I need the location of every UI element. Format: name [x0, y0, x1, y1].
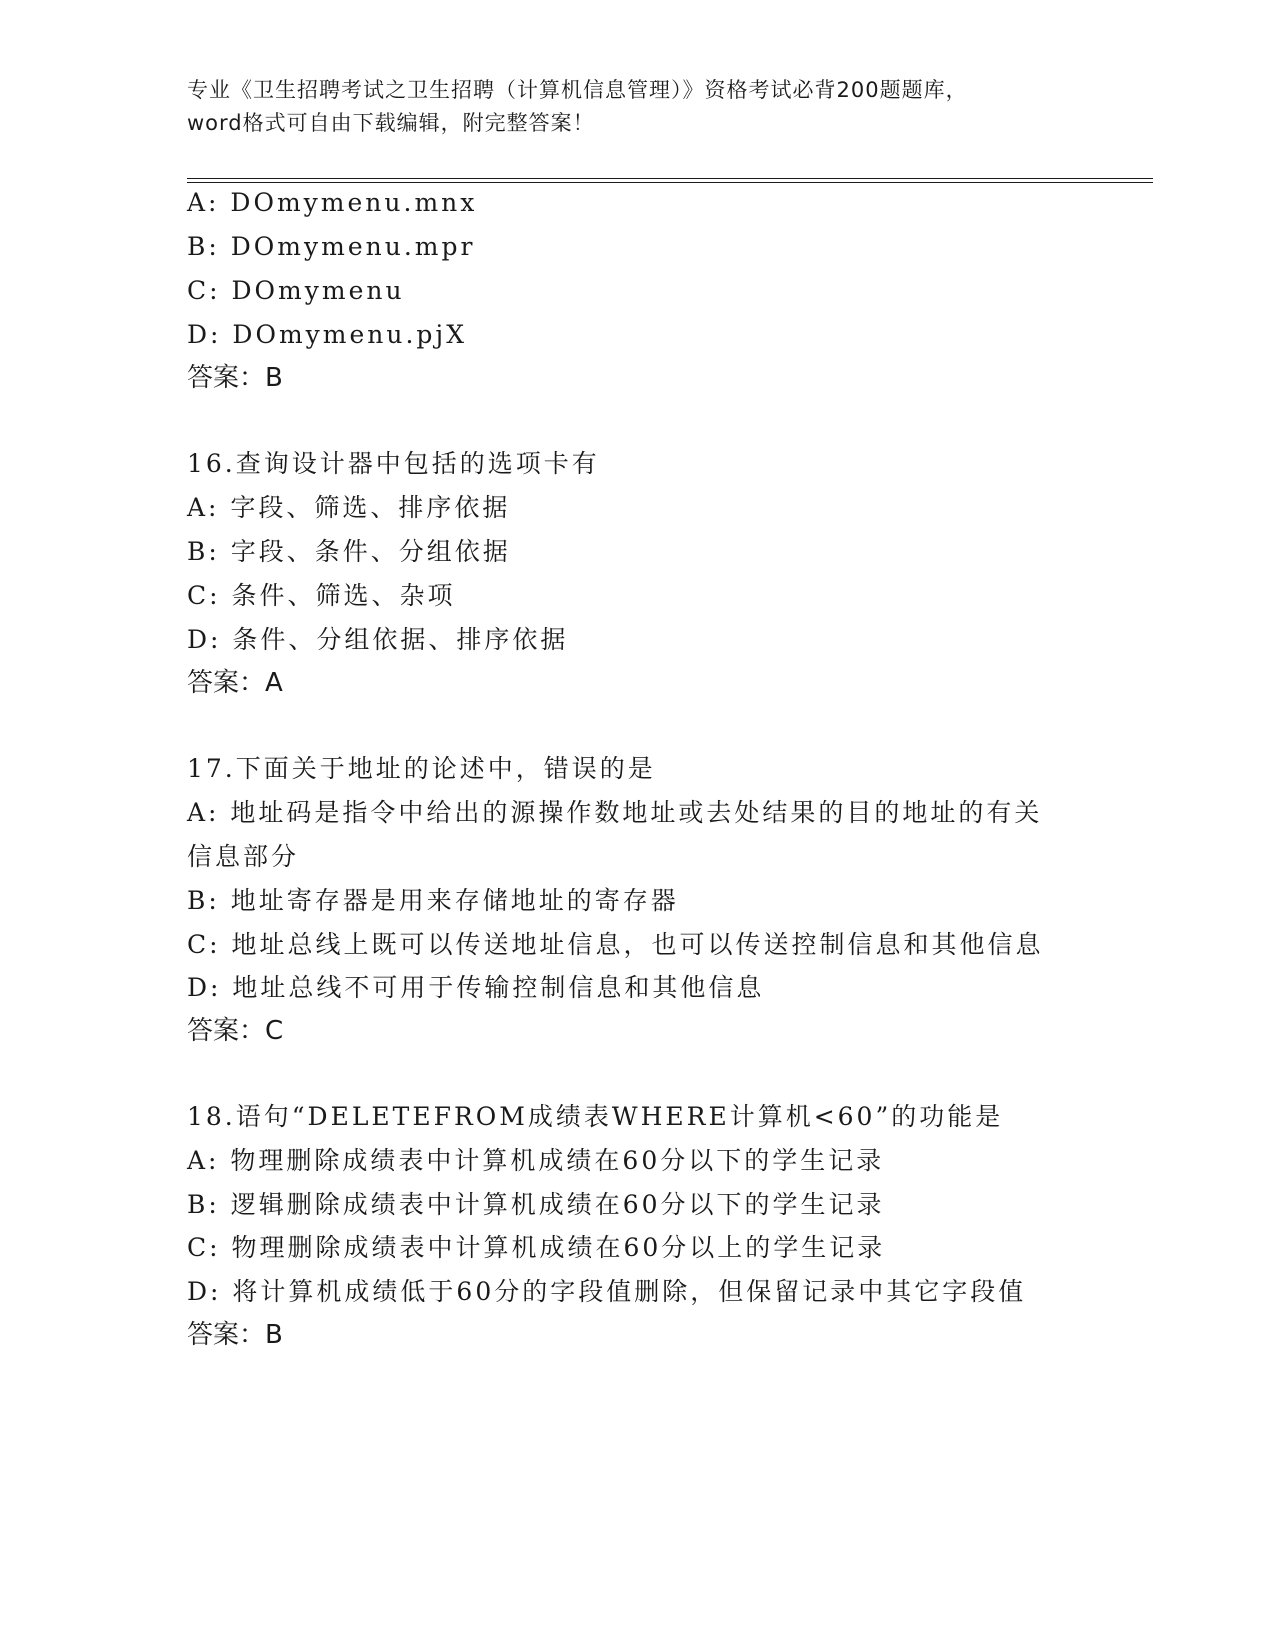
q15-option-a: A: DOmymenu.mnx — [187, 188, 478, 217]
q18-question: 18.语句“DELETEFROM成绩表WHERE计算机<60”的功能是 — [187, 1102, 1004, 1131]
q18-option-b: B: 逻辑删除成绩表中计算机成绩在60分以下的学生记录 — [187, 1190, 885, 1219]
q16-option-c: C: 条件、筛选、杂项 — [187, 581, 456, 610]
q17-question: 17.下面关于地址的论述中，错误的是 — [187, 754, 656, 783]
q17-option-a: A: 地址码是指令中给出的源操作数地址或去处结果的目的地址的有关 — [187, 798, 1043, 827]
header-line-1: 专业《卫生招聘考试之卫生招聘（计算机信息管理）》资格考试必背200题题库， — [187, 78, 968, 102]
document-header — [187, 74, 1087, 140]
q18-option-d: D: 将计算机成绩低于60分的字段值删除，但保留记录中其它字段值 — [187, 1277, 1027, 1306]
header-divider — [187, 178, 1153, 183]
q15-answer: 答案：B — [187, 363, 283, 393]
q17-option-a-continued: 信息部分 — [187, 842, 300, 871]
q17-option-c: C: 地址总线上既可以传送地址信息，也可以传送控制信息和其他信息 — [187, 930, 1044, 959]
q17-answer: 答案：C — [187, 1016, 284, 1046]
q16-option-a: A: 字段、筛选、排序依据 — [187, 493, 511, 522]
q15-option-c: C: DOmymenu — [187, 276, 405, 305]
q15-option-d: D: DOmymenu.pjX — [187, 320, 467, 349]
q16-option-b: B: 字段、条件、分组依据 — [187, 537, 511, 566]
q18-answer: 答案：B — [187, 1320, 283, 1350]
q17-option-b: B: 地址寄存器是用来存储地址的寄存器 — [187, 886, 679, 915]
q17-option-d: D: 地址总线不可用于传输控制信息和其他信息 — [187, 973, 765, 1002]
q18-option-c: C: 物理删除成绩表中计算机成绩在60分以上的学生记录 — [187, 1233, 886, 1262]
q16-answer: 答案：A — [187, 668, 283, 698]
q18-option-a: A: 物理删除成绩表中计算机成绩在60分以下的学生记录 — [187, 1146, 885, 1175]
q16-option-d: D: 条件、分组依据、排序依据 — [187, 625, 569, 654]
q16-question: 16.查询设计器中包括的选项卡有 — [187, 449, 600, 478]
header-line-2: word格式可自由下载编辑，附完整答案！ — [187, 111, 595, 135]
q15-option-b: B: DOmymenu.mpr — [187, 232, 476, 261]
